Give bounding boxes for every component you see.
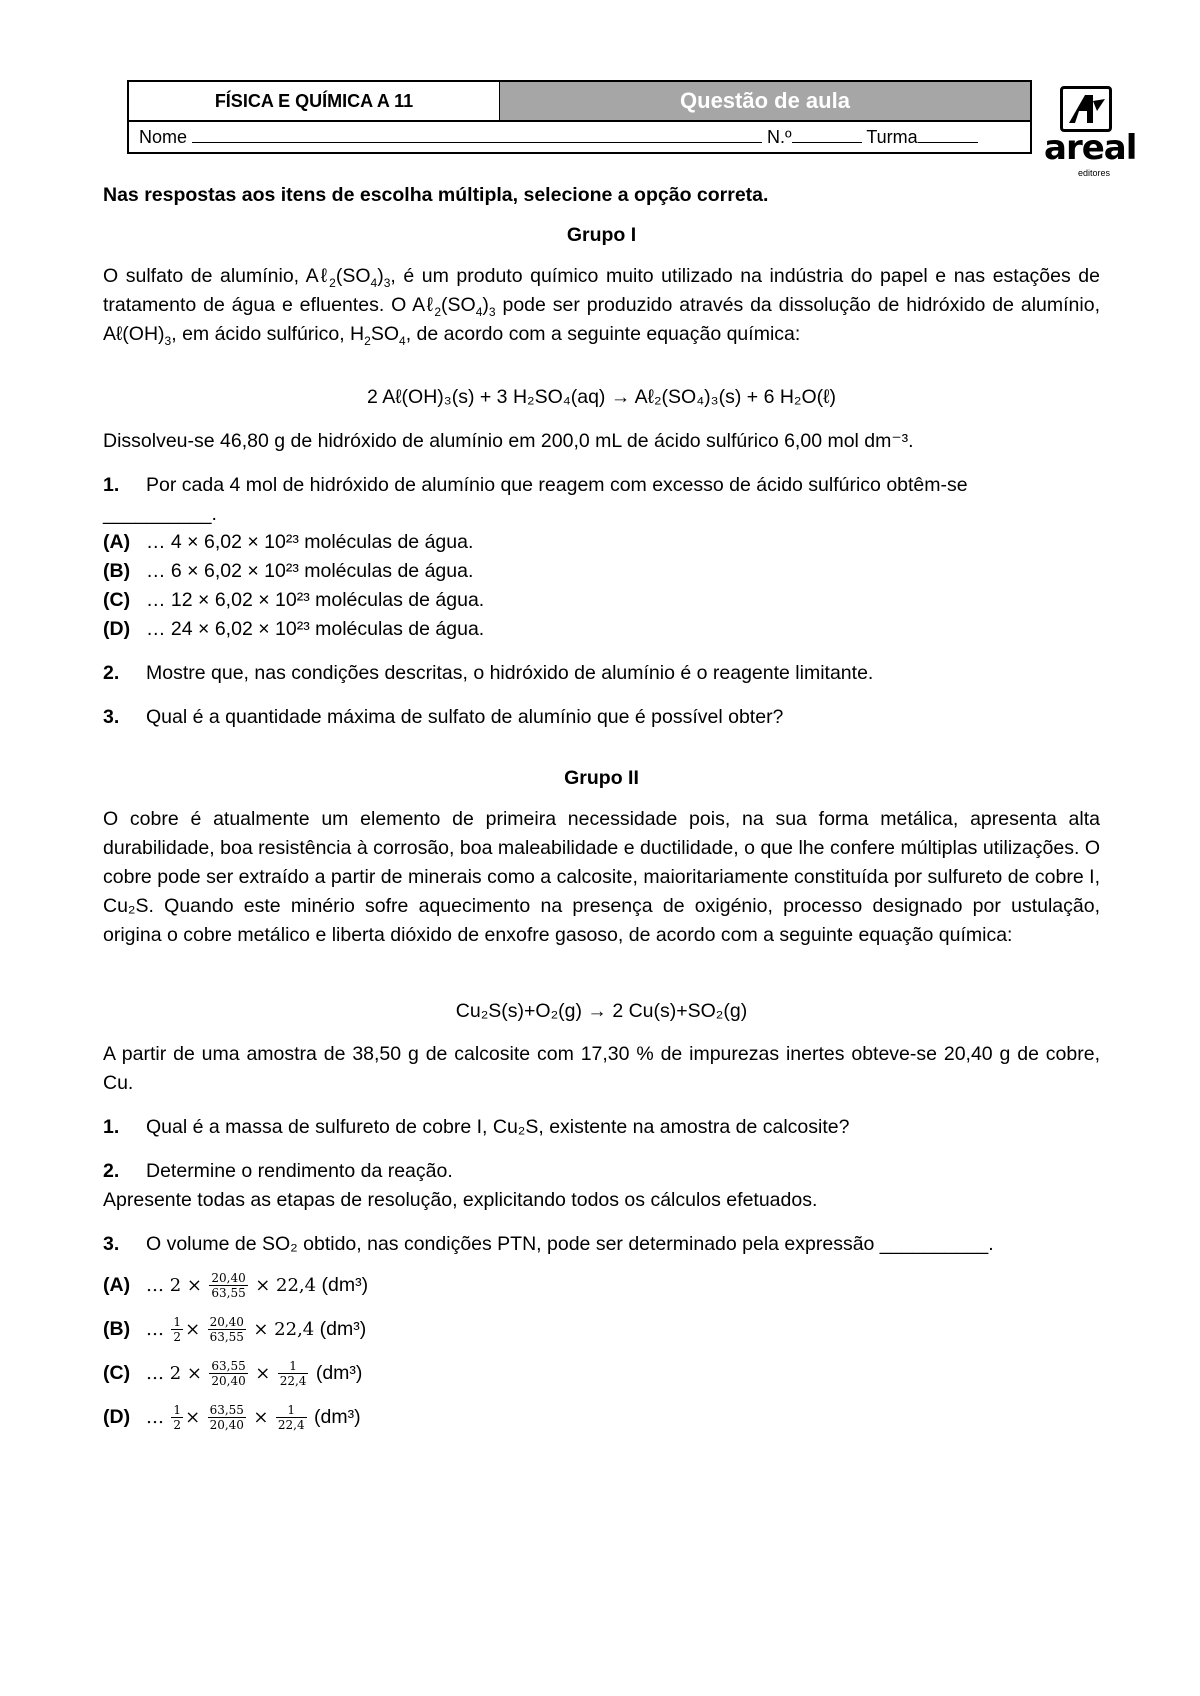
g1-q1-text: Por cada 4 mol de hidróxido de alumínio que reagem com excesso de ácido sulfúrico obtêm-se <box>146 474 968 496</box>
logo-a-icon <box>1063 89 1109 129</box>
g2-q3-option-c[interactable]: (C) … 2 × $\frac{63,55}{20,40}$ × $\frac{1}{22,4}$ (dm³) <box>103 1359 363 1389</box>
doc-type-title: Questão de aula <box>500 82 1030 120</box>
logo-sub: editores <box>1078 168 1111 178</box>
g1-question-3: 3. Qual é a quantidade máxima de sulfato de alumínio que é possível obter? <box>103 706 784 728</box>
group2-intro: O cobre é atualmente um elemento de primeira necessidade pois, na sua forma metálica, apresenta alta durabilidade, boa resistência à corrosão, boa maleabilidade e ductilidade, o que lhe confere múltiplas utilizações. O cobre pode ser extraído a partir de minerais como a calcosite, maioritariamente constituída por sulfureto de cobre I, Cu₂S. Quando este minério sofre aquecimento na presença de oxigénio, processo designado por ustulação, origina o cobre metálico e liberta dióxido de enxofre gasoso, de acordo com a seguinte equação química: <box>103 808 1100 946</box>
logo-word: areal <box>1044 128 1137 168</box>
subject-title: FÍSICA E QUÍMICA A 11 <box>129 82 500 120</box>
class-label: Turma <box>866 127 918 147</box>
g2-q3-option-b[interactable]: (B) … $\frac{1}{2}$ × $\frac{20,40}{63,55}$ × 22,4 (dm³) <box>103 1315 367 1345</box>
g1-q1-option-d[interactable]: (D) … 24 × 6,02 × 10²³ moléculas de água. <box>103 618 485 640</box>
header-top-row <box>129 82 1030 122</box>
g2-q3-option-d[interactable]: (D) … $\frac{1}{2}$ × $\frac{63,55}{20,40}$ × $\frac{1}{22,4}$ (dm³) <box>103 1403 361 1433</box>
group2-title: Grupo II <box>564 767 639 789</box>
instructions: Nas respostas aos itens de escolha múltipla, selecione a opção correta. <box>103 184 769 206</box>
header-table <box>127 80 1032 154</box>
g1-q1-number: 1. <box>103 474 120 496</box>
group1-data-line: Dissolveu-se 46,80 g de hidróxido de alumínio em 200,0 mL de ácido sulfúrico 6,00 mol dm⁻³. <box>103 430 914 452</box>
student-info-row <box>129 122 1030 152</box>
group1-intro: O sulfato de alumínio, $A\ell_2(SO_4)_3$, é um produto químico muito utilizado na indústria do papel e nas estações de tratamento de água e efluentes. O $A\ell_2(SO_4)_3$ pode ser produzido através da dissolução de hidróxido de alumínio, $A\ell(OH)_3$, em ácido sulfúrico, $H_2SO_4$, de acordo com a seguinte equação química: <box>103 265 1100 348</box>
name-label: Nome <box>139 127 188 147</box>
number-label: N.º <box>767 127 792 147</box>
publisher-logo <box>1040 82 1150 178</box>
group1-equation: 2 Aℓ(OH)₃(s) + 3 H₂SO₄(aq) → Aℓ₂(SO₄)₃(s) + 6 H₂O(ℓ) <box>367 386 836 408</box>
group1-title: Grupo I <box>566 224 637 246</box>
g1-q1-option-a[interactable]: (A) … 4 × 6,02 × 10²³ moléculas de água. <box>103 531 474 553</box>
g2-question-1: 1. Qual é a massa de sulfureto de cobre I, Cu₂S, existente na amostra de calcosite? <box>103 1116 850 1138</box>
class-field[interactable] <box>918 124 978 143</box>
g2-q2-note: Apresente todas as etapas de resolução, explicitando todos os cálculos efetuados. <box>103 1189 818 1211</box>
group2-equation: Cu₂S(s)+O₂(g) → 2 Cu(s)+SO₂(g) <box>455 1000 748 1022</box>
g1-question-2: 2. Mostre que, nas condições descritas, o hidróxido de alumínio é o reagente limitante. <box>103 662 874 684</box>
g1-q1-option-c[interactable]: (C) … 12 × 6,02 × 10²³ moléculas de água. <box>103 589 485 611</box>
group2-data-line: A partir de uma amostra de 38,50 g de calcosite com 17,30 % de impurezas inertes obteve-se 20,40 g de cobre, Cu. <box>103 1043 1100 1094</box>
name-field[interactable] <box>192 124 762 143</box>
g1-q1-blank: __________. <box>103 503 217 525</box>
g1-question-1 <box>103 471 1100 500</box>
g1-q1-option-b[interactable]: (B) … 6 × 6,02 × 10²³ moléculas de água. <box>103 560 474 582</box>
g2-question-2: 2. Determine o rendimento da reação. <box>103 1160 453 1182</box>
number-field[interactable] <box>792 124 862 143</box>
g2-question-3: 3. O volume de SO₂ obtido, nas condições PTN, pode ser determinado pela expressão __________. <box>103 1233 994 1255</box>
g2-q3-option-a[interactable]: (A) … 2 × $\frac{20,40}{63,55}$ × 22,4 (dm³) <box>103 1271 369 1301</box>
logo-mark-icon <box>1060 86 1112 132</box>
